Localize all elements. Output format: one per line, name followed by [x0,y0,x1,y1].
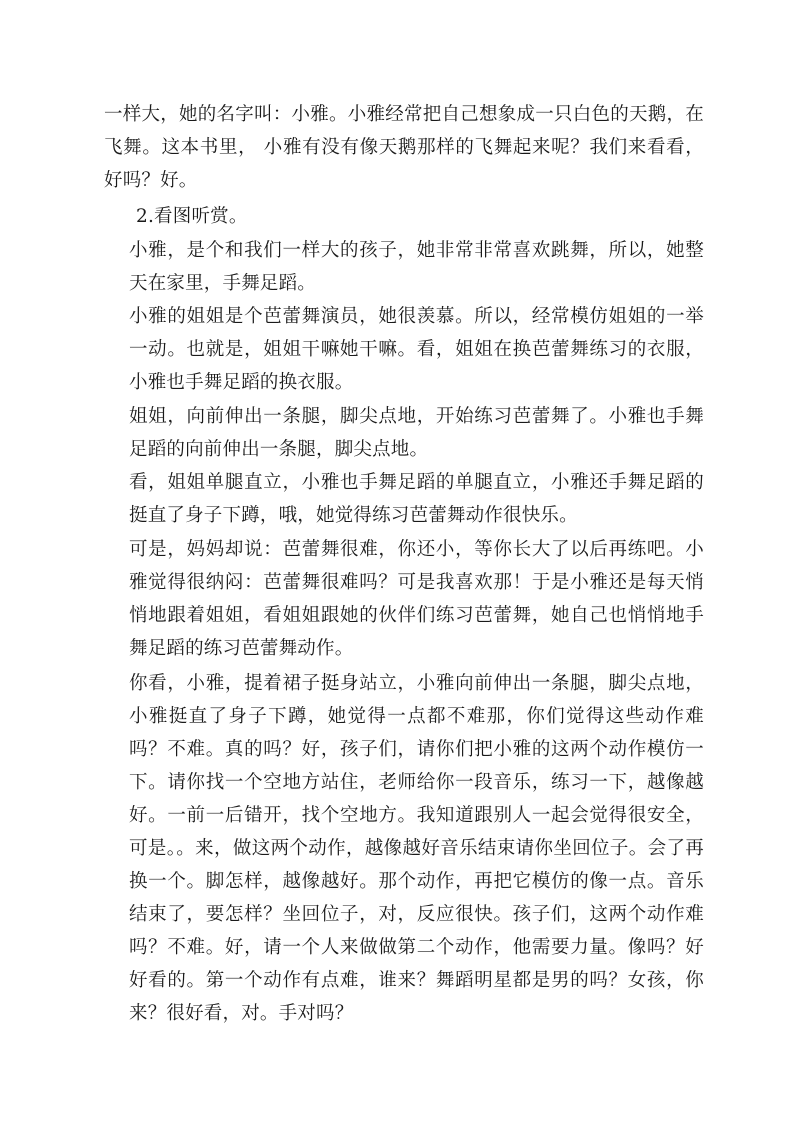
paragraph-intro: 一样大，她的名字叫：小雅。小雅经常把自己想象成一只白色的天鹅，在飞舞。这本书里， 小雅有没有像天鹅那样的飞舞起来呢？我们来看看，好吗？好。 [104,104,704,191]
paragraph-sister: 小雅的姐姐是个芭蕾舞演员，她很羡慕。所以，经常模仿姐姐的一举一动。也就是，姐姐干嘛她干嘛。看，姐姐在换芭蕾舞练习的衣服，小雅也手舞足蹈的换衣服。 [129,306,704,393]
paragraph-xiaoya-intro: 小雅，是个和我们一样大的孩子，她非常非常喜欢跳舞，所以，她整天在家里，手舞足蹈。 [129,240,704,294]
paragraph-imitate: 你看，小雅，提着裙子挺身站立，小雅向前伸出一条腿，脚尖点地，小雅挺直了身子下蹲，她觉得一点都不难那，你们觉得这些动作难吗？不难。真的吗？好，孩子们，请你们把小雅的这两个动作模仿一下。请你找一个空地方站住，老师给你一段音乐，练习一下，越像越好。一前一后错开，找个空地方。我知道跟别人一起会觉得很安全，可是。。来，做这两个动作，越像越好音乐结束请你坐回位子。会了再换一个。脚怎样，越像越好。那个动作，再把它模仿的像一点。音乐结束了，要怎样？坐回位子，对，反应很快。孩子们，这两个动作难吗？不难。好，请一个人来做做第二个动作，他需要力量。像吗？好好看的。第一个动作有点难，谁来？舞蹈明星都是男的吗？女孩，你来？很好看，对。手对吗？ [129,673,704,1024]
paragraph-mother: 可是，妈妈却说：芭蕾舞很难，你还小，等你长大了以后再练吧。小雅觉得很纳闷：芭蕾舞很难吗？可是我喜欢那！于是小雅还是每天悄悄地跟着姐姐，看姐姐跟她的伙伴们练习芭蕾舞，她自己也悄悄地手舞足蹈的练习芭蕾舞动作。 [129,539,704,659]
section-heading: 2.看图听赏。 [136,206,248,227]
paragraph-leg-forward: 姐姐，向前伸出一条腿，脚尖点地，开始练习芭蕾舞了。小雅也手舞足蹈的向前伸出一条腿，脚尖点地。 [129,406,704,460]
paragraph-single-leg: 看，姐姐单腿直立，小雅也手舞足蹈的单腿直立，小雅还手舞足蹈的挺直了身子下蹲，哦，她觉得练习芭蕾舞动作很快乐。 [129,472,704,526]
